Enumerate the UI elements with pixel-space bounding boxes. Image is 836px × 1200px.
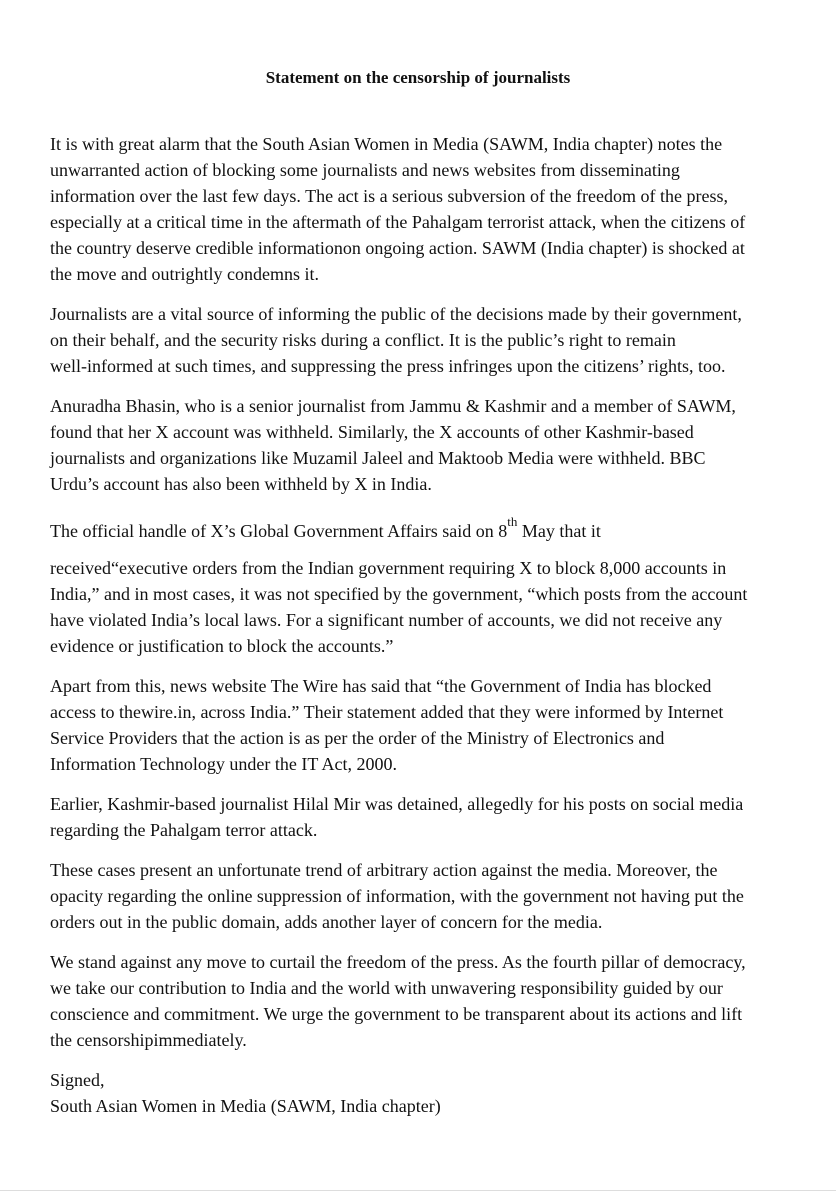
page-edge	[0, 1190, 836, 1191]
paragraph-x-statement	[50, 513, 810, 659]
paragraph-line: It is with great alarm that the South Asian Women in Media (SAWM, India chapter) notes the	[50, 134, 723, 154]
paragraph-line: have violated India’s local laws. For a significant number of accounts, we did not receive any	[50, 610, 723, 630]
paragraph-line: Urdu’s account has also been withheld by X in India.	[50, 474, 432, 494]
paragraph-line: received“executive orders from the Indian government requiring X to block 8,000 accounts in	[50, 558, 727, 578]
paragraph-group-1	[50, 131, 810, 497]
paragraph-line: orders out in the public domain, adds another layer of concern for the media.	[50, 912, 603, 932]
paragraph-line: Anuradha Bhasin, who is a senior journalist from Jammu & Kashmir and a member of SAWM,	[50, 396, 736, 416]
text-run: May that it	[517, 521, 601, 541]
paragraph-line: journalists and organizations like Muzamil Jaleel and Maktoob Media were withheld. BBC	[50, 448, 706, 468]
paragraph-line: evidence or justification to block the accounts.”	[50, 636, 394, 656]
paragraph	[50, 393, 810, 497]
paragraph-line: Earlier, Kashmir-based journalist Hilal Mir was detained, allegedly for his posts on social media	[50, 794, 744, 814]
paragraph	[50, 1067, 810, 1119]
paragraph-line: These cases present an unfortunate trend of arbitrary action against the media. Moreover, the	[50, 860, 718, 880]
paragraph-line: the country deserve credible informationon ongoing action. SAWM (India chapter) is shocked at	[50, 238, 745, 258]
statement-body	[50, 131, 810, 1133]
paragraph-line: Information Technology under the IT Act, 2000.	[50, 754, 398, 774]
paragraph	[50, 301, 810, 379]
paragraph-line: Apart from this, news website The Wire has said that “the Government of India has blocked	[50, 676, 712, 696]
paragraph-line: especially at a critical time in the aftermath of the Pahalgam terrorist attack, when the citizens of	[50, 212, 746, 232]
paragraph-lines	[50, 555, 810, 659]
paragraph	[50, 857, 810, 935]
text-run: The official handle of X’s Global Government Affairs said on 8	[50, 521, 508, 541]
paragraph-line: Journalists are a vital source of informing the public of the decisions made by their government,	[50, 304, 742, 324]
paragraph-line: We stand against any move to curtail the freedom of the press. As the fourth pillar of democracy,	[50, 952, 746, 972]
paragraph	[50, 791, 810, 843]
paragraph-line: well-informed at such times, and suppressing the press infringes upon the citizens’ rights, too.	[50, 356, 726, 376]
paragraph-line: on their behalf, and the security risks during a conflict. It is the public’s right to remain	[50, 330, 676, 350]
paragraph-line: unwarranted action of blocking some journalists and news websites from disseminating	[50, 160, 680, 180]
paragraph-line: access to thewire.in, across India.” Their statement added that they were informed by Internet	[50, 702, 724, 722]
superscript: th	[507, 514, 518, 529]
paragraph-line: South Asian Women in Media (SAWM, India chapter)	[50, 1096, 441, 1116]
paragraph-line: India,” and in most cases, it was not specified by the government, “which posts from the account	[50, 584, 748, 604]
paragraph-line: regarding the Pahalgam terror attack.	[50, 820, 318, 840]
document-title: Statement on the censorship of journalists	[265, 68, 571, 87]
paragraph-line: information over the last few days. The act is a serious subversion of the freedom of the press,	[50, 186, 728, 206]
paragraph-line: we take our contribution to India and the world with unwavering responsibility guided by our	[50, 978, 723, 998]
paragraph	[50, 673, 810, 777]
paragraph-line: found that her X account was withheld. Similarly, the X accounts of other Kashmir-based	[50, 422, 694, 442]
paragraph-line: the move and outrightly condemns it.	[50, 264, 319, 284]
paragraph-line: opacity regarding the online suppression of information, with the government not having put the	[50, 886, 744, 906]
paragraph-line: Service Providers that the action is as per the order of the Ministry of Electronics and	[50, 728, 665, 748]
paragraph-line: conscience and commitment. We urge the government to be transparent about its actions and lift	[50, 1004, 743, 1024]
paragraph-group-2	[50, 673, 810, 1119]
paragraph	[50, 131, 810, 287]
paragraph-line: the censorshipimmediately.	[50, 1030, 247, 1050]
paragraph-line	[50, 513, 810, 539]
paragraph-line: Signed,	[50, 1070, 105, 1090]
paragraph	[50, 949, 810, 1053]
